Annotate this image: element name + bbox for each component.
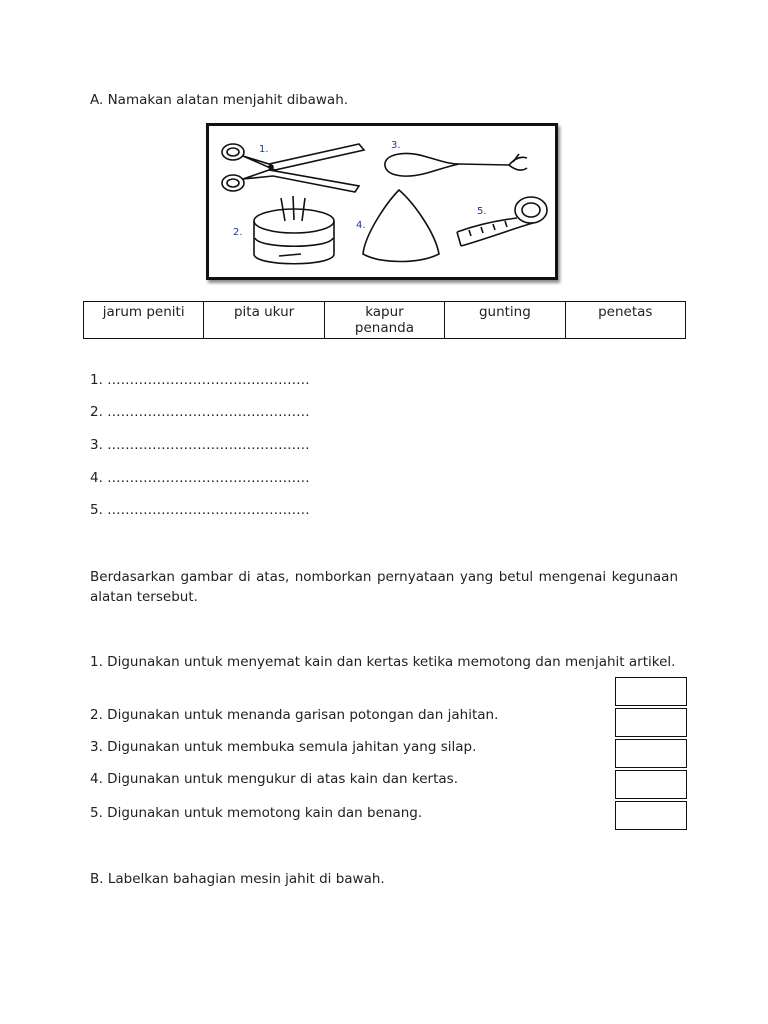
measuring-tape-icon [457,197,547,246]
statement-4: 4. Digunakan untuk mengukur di atas kain dan kertas. [90,771,458,787]
statement-3: 3. Digunakan untuk membuka semula jahitan yang silap. [90,739,477,755]
word-bank-cell: penetas [565,302,685,339]
section-b-title: B. Labelkan bahagian mesin jahit di bawah. [90,871,385,887]
statement-1: 1. Digunakan untuk menyemat kain dan kertas ketika memotong dan menjahit artikel. [90,654,676,670]
figure-label-5: 5. [477,206,487,217]
figure-label-3: 3. [391,140,401,151]
word-bank-cell: pita ukur [204,302,324,339]
tailor-chalk-icon [363,190,439,262]
answer-box-2[interactable] [615,708,687,737]
figure-label-2: 2. [233,227,243,238]
figure-label-4: 4. [356,220,366,231]
word-bank-cell: kapur penanda [324,302,444,339]
statement-2: 2. Digunakan untuk menanda garisan potongan dan jahitan. [90,707,499,723]
answer-line-5[interactable]: 5. ……………………………………… [90,502,310,518]
sewing-tools-figure [206,123,558,280]
word-bank-cell: gunting [445,302,565,339]
pin-cushion-icon [254,196,334,264]
word-bank-cell: jarum peniti [84,302,204,339]
answer-line-3[interactable]: 3. ……………………………………… [90,437,310,453]
answer-line-1[interactable]: 1. ……………………………………… [90,372,310,388]
answer-box-3[interactable] [615,739,687,768]
seam-ripper-icon [385,154,527,177]
answer-box-4[interactable] [615,770,687,799]
answer-box-1[interactable] [615,677,687,706]
word-bank-table [83,301,686,339]
instruction-text: Berdasarkan gambar di atas, nomborkan pernyataan yang betul mengenai kegunaan alatan tersebut. [90,569,678,605]
answer-box-5[interactable] [615,801,687,830]
answer-line-2[interactable]: 2. ……………………………………… [90,404,310,420]
section-a-title: A. Namakan alatan menjahit dibawah. [90,92,349,108]
answer-line-4[interactable]: 4. ……………………………………… [90,470,310,486]
statement-5: 5. Digunakan untuk memotong kain dan benang. [90,805,423,821]
scissors-icon [222,144,364,192]
figure-label-1: 1. [259,144,269,155]
